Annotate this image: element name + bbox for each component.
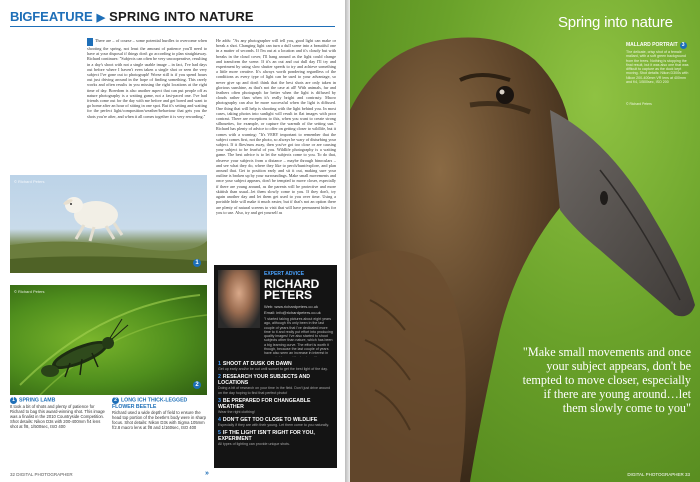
spread-title: Spring into nature: [558, 14, 673, 31]
tip-item: [218, 374, 334, 395]
caption-number: 2: [112, 397, 119, 404]
body-column-1-text: There are – of course – some potential hurdles to overcome when shooting the spring, not least the amount of patience you'll need to have at your disposal if things don't go according to plan straightaway. Richard continues: "Subjects can often be very uncooperative, resulting in a day's shoot with not a single usable image – in fact, I've had days out before where I haven't even taken a single shot or seen the very subject I've gone out to photograph! Worse still is if you spend hours out just driving around in the hope of finding something. This rarely works and often results in you missing the right locations at the right time of day. Boredom is also another aspect that can put people off as nature photography is a waiting game, not a fast-paced one. I've had friends come out for the day with me before and get bored and want to go home after an hour of sitting in one spot. But it's setting and waiting for the perfect light/composition/weather/behaviour that gets you the shots you're after, and when it all comes together it is very rewarding.": [87, 38, 207, 119]
tip-item: [218, 430, 334, 446]
lamb-illustration: [10, 175, 207, 273]
caption-title: SPRING LAMB: [19, 397, 56, 404]
page-folio: 32 DIGITAL PHOTOGRAPHER: [10, 472, 73, 477]
caption-text: It took a bit of shots and plenty of patience for Richard to bag this award-winning shot. This image was a finalist in the 2010 Countryside Competition. Shot details: Nikon D3s with 200-400mm f/4 lens shot at f/8, 1/500sec, ISO 400: [10, 404, 105, 429]
tip-title: RESEARCH YOUR SUBJECTS AND LOCATIONS: [218, 374, 310, 387]
expert-email: Email: info@richardpeters.co.uk: [264, 310, 321, 315]
tip-text: Doing a bit of research on your time in the field. Don't just drive around on the day hoping to find that perfect photo!: [218, 386, 331, 395]
expert-tag: EXPERT ADVICE: [264, 271, 305, 277]
tip-title: SHOOT AT DUSK OR DAWN: [222, 361, 292, 367]
tip-number: 2: [218, 374, 221, 381]
expert-web: Web: www.richardpeters.co.uk: [264, 304, 318, 309]
tip-number: 1: [218, 361, 221, 367]
body-column-2-text: He adds: "As any photographer will tell you, good light can make or break a shot. Changing light can turn a dull scene into a beautiful one in a matter of seconds. If I'm out at a location and it's cloudy but with breaks in the cloud cover, I'll hang around as the light could change and transform the scene. If it's an out and out dull day I'll try and experiment by using slow shutter speeds to try and achieve something a little more creative. It's always worth pondering regardless of the conditions as every type of light can be used to your advantage, so never give up and don't think that the best shots are only taken in glorious sunshine, as that's not the case at all! With animals, fur and feathers often photograph far better when the light is diffused by clouds rather than when it's really bright and contrasty. Macro photography can also be more successful when the light is diffused. One thing that will help is shooting with the light behind you. In most cases, taking photos into sunlight will result in flat images with poor contrast. There are exceptions to this, when you want to create strong silhouettes, for example, or capture the warmth of the setting sun." Richard has plenty of advice to offer on getting closer to wildlife, but it comes with a warning: "It's VERY important to remember that the subject comes first, not the photo, so always be wary of disturbing your subject. If it flies/runs away, then you've got too close or are causing your subject to be fearful of you. Wildlife photography is a waiting game. The best advice is to let the subjects come to you. To do that, observe your subjects from a distance – maybe through binoculars – and see what they do, where they like to perch/hunt/explore, and plan around that. Get to position early and sit it out, making sure your outline is broken up by your surroundings. Make small movements and once your subject appears, don't be tempted to move closer, especially if there are young around, as the parents will be protective and more skittish than usual...let them slowly come to you. If they don't, try again another day and let them get used to you over time. Using a portable hide will make it much easier, but if that's not an option there are plenty of natural screens to visit that will have permanent hides for you to use. Also, try and get yourself as: [216, 38, 336, 215]
continue-arrow-icon: »: [205, 470, 209, 477]
header-topic: SPRING INTO NATURE: [109, 9, 254, 24]
left-page: [0, 0, 345, 482]
tip-text: Get up early and/or be out until sunset to get the best light of the day.: [218, 367, 328, 371]
tip-text: All types of lighting can provide unique shots.: [218, 442, 290, 447]
pull-quote: "Make small movements and once your subject appears, don't be tempted to move closer, especially if there are young around…let them slowly come to you": [522, 345, 691, 415]
expert-intro: "I started taking pictures about eight years ago, although it's only been in the last couple of years that I've dedicated more time to it and really put effort into producing quality images! I've also started to shoot subjects other than nature, which has been a big learning curve. The effort is worth it though, because the last couple of years have also seen an increase in interest in: [264, 317, 333, 356]
photo-number-badge: 2: [193, 381, 201, 389]
caption-flower-beetle: [112, 397, 207, 430]
tip-title: BE PREPARED FOR CHANGEABLE WEATHER: [218, 397, 311, 410]
tip-item: [218, 417, 334, 427]
right-page: [350, 0, 700, 482]
tip-item: [218, 398, 334, 414]
expert-last-name: PETERS: [264, 288, 313, 302]
expert-name: [264, 279, 334, 301]
feature-header: [10, 9, 254, 24]
tip-text: Especially if they are with their young. Let them come to you naturally.: [218, 423, 329, 428]
body-column-2: [216, 38, 336, 260]
mallard-caption-text: The delicate, crisp shot of a female mallard, with a soft green background from the trees. Nothing is stopping the final result, but it was also one that was difficult to capture as the duck kept moving. Shot details: Nikon D300s with Nikon 200-400mm VR lens at 400mm and f/4, 1/500sec, ISO 200: [626, 50, 689, 85]
header-rule: [10, 26, 335, 27]
expert-portrait: [218, 270, 260, 328]
mallard-photo-credit: © Richard Peters: [626, 102, 652, 106]
caption-text: Richard used a wide depth of field to ensure the head top portion of the beetle's body were in sharp focus. Shot details: Nikon D3s with Sigma 105mm f/2.8 macro lens at f/8 and 1/160sec, ISO 400: [112, 410, 206, 430]
header-big: BIG: [10, 9, 33, 24]
dropcap-marker: [87, 38, 93, 46]
page-folio: DIGITAL PHOTOGRAPHER 33: [627, 472, 690, 477]
tip-text: Wear the right clothing!: [218, 409, 255, 414]
caption-number: 1: [10, 397, 17, 404]
photo-credit: © Richard Peters: [14, 179, 45, 184]
tip-title: IF THE LIGHT ISN'T RIGHT FOR YOU, EXPERIMENT: [218, 430, 315, 443]
tip-number: 4: [218, 417, 221, 424]
expert-tips-list: [218, 361, 334, 450]
body-column-1: [87, 38, 207, 172]
mallard-caption-title: [626, 42, 687, 49]
header-feature: FEATURE: [32, 9, 93, 24]
tip-item: [218, 361, 334, 371]
mallard-caption-title-text: MALLARD PORTRAIT: [626, 42, 678, 48]
expert-first-name: RICHARD: [264, 277, 320, 291]
expert-advice-box: [214, 265, 337, 468]
tip-number: 5: [218, 430, 221, 437]
spring-lamb-photo: [10, 175, 207, 273]
mallard-caption-number: 3: [680, 42, 687, 49]
caption-spring-lamb: [10, 397, 105, 429]
photo-number-badge: 1: [193, 259, 201, 267]
beetle-illustration: [10, 285, 207, 395]
header-arrow-icon: ▶: [96, 12, 106, 24]
photo-credit: © Richard Peters: [14, 289, 45, 294]
tip-title: DON'T GET TOO CLOSE TO WILDLIFE: [222, 417, 318, 424]
caption-title: LONG ICH THICK-LEGGED FLOWER BEETLE: [112, 397, 188, 410]
flower-beetle-photo: [10, 285, 207, 395]
tip-number: 3: [218, 397, 221, 404]
